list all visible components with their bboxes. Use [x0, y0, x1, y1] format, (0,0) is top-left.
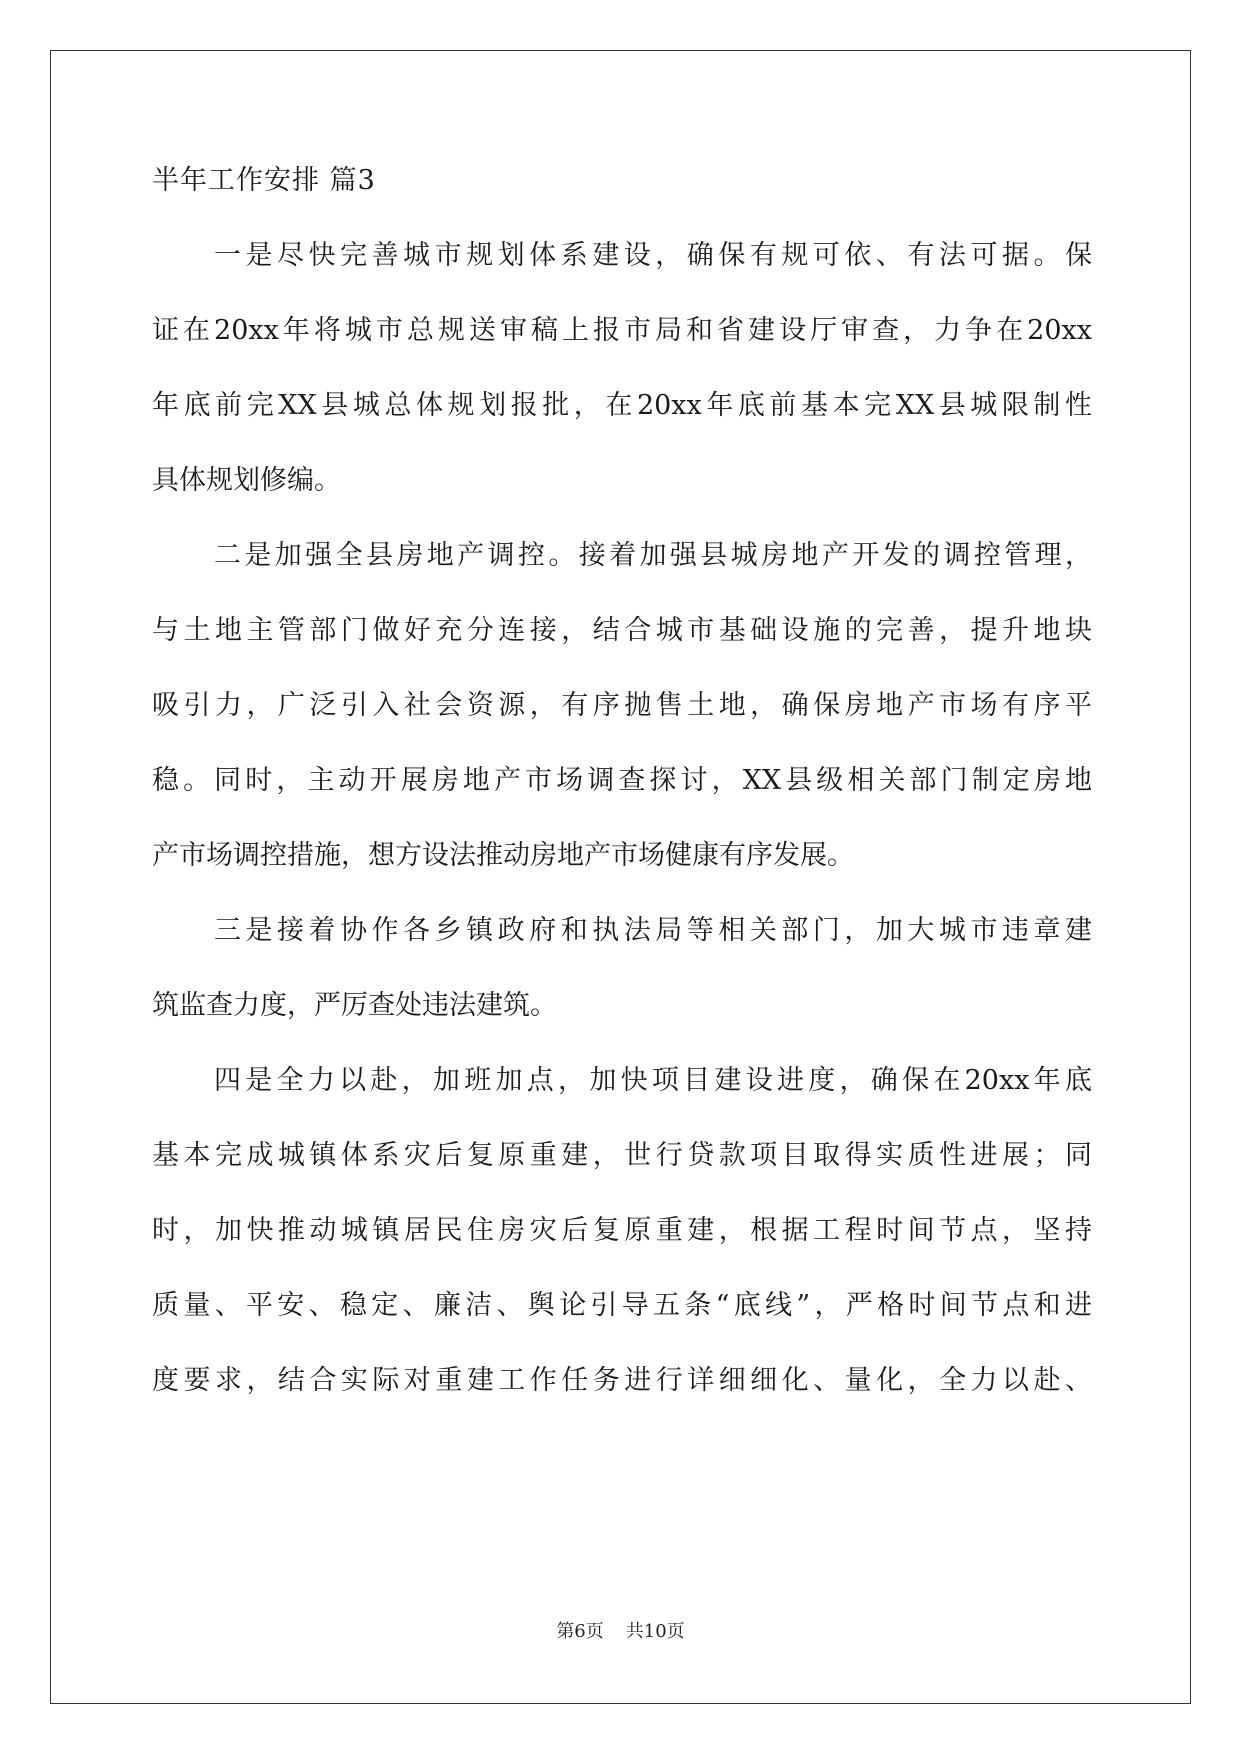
paragraph-line: 稳。同时，主动开展房地产市场调查探讨，XX县级相关部门制定房地 [152, 765, 1092, 796]
paragraph-line: 一是尽快完善城市规划体系建设，确保有规可依、有法可据。保 [214, 240, 1092, 271]
paragraph-line: 三是接着协作各乡镇政府和执法局等相关部门，加大城市违章建 [214, 915, 1092, 946]
paragraph-line: 年底前完XX县城总体规划报批，在20xx年底前基本完XX县城限制性 [152, 390, 1092, 421]
page-number: 第6页 [556, 1621, 604, 1642]
paragraph-line: 证在20xx年将城市总规送审稿上报市局和省建设厅审查，力争在20xx [152, 315, 1092, 346]
paragraph-3 [152, 912, 1092, 1025]
document-body [152, 162, 1092, 1437]
paragraph-line: 筑监查力度，严厉查处违法建筑。 [152, 990, 557, 1021]
paragraph-line: 与土地主管部门做好充分连接，结合城市基础设施的完善，提升地块 [152, 615, 1092, 646]
paragraph-line: 具体规划修编。 [152, 465, 341, 496]
paragraph-line: 吸引力，广泛引入社会资源，有序抛售土地，确保房地产市场有序平 [152, 690, 1092, 721]
page-total: 共10页 [625, 1621, 685, 1642]
paragraph-2 [152, 537, 1092, 875]
paragraph-1 [152, 237, 1092, 500]
paragraph-line: 四是全力以赴，加班加点，加快项目建设进度，确保在20xx年底 [214, 1065, 1092, 1096]
paragraph-line: 时，加快推动城镇居民住房灾后复原重建，根据工程时间节点，坚持 [152, 1215, 1092, 1246]
paragraph-line: 二是加强全县房地产调控。接着加强县城房地产开发的调控管理， [214, 540, 1092, 571]
paragraph-line: 产市场调控措施，想方设法推动房地产市场健康有序发展。 [152, 840, 854, 871]
paragraph-line: 基本完成城镇体系灾后复原重建，世行贷款项目取得实质性进展；同 [152, 1140, 1092, 1171]
paragraph-4 [152, 1062, 1092, 1400]
paragraph-line: 度要求，结合实际对重建工作任务进行详细细化、量化，全力以赴、 [152, 1365, 1092, 1396]
page-footer [0, 1620, 1241, 1644]
document-heading: 半年工作安排 篇3 [152, 165, 376, 196]
paragraph-line: 质量、平安、稳定、廉洁、舆论引导五条“底线”，严格时间节点和进 [152, 1290, 1092, 1321]
